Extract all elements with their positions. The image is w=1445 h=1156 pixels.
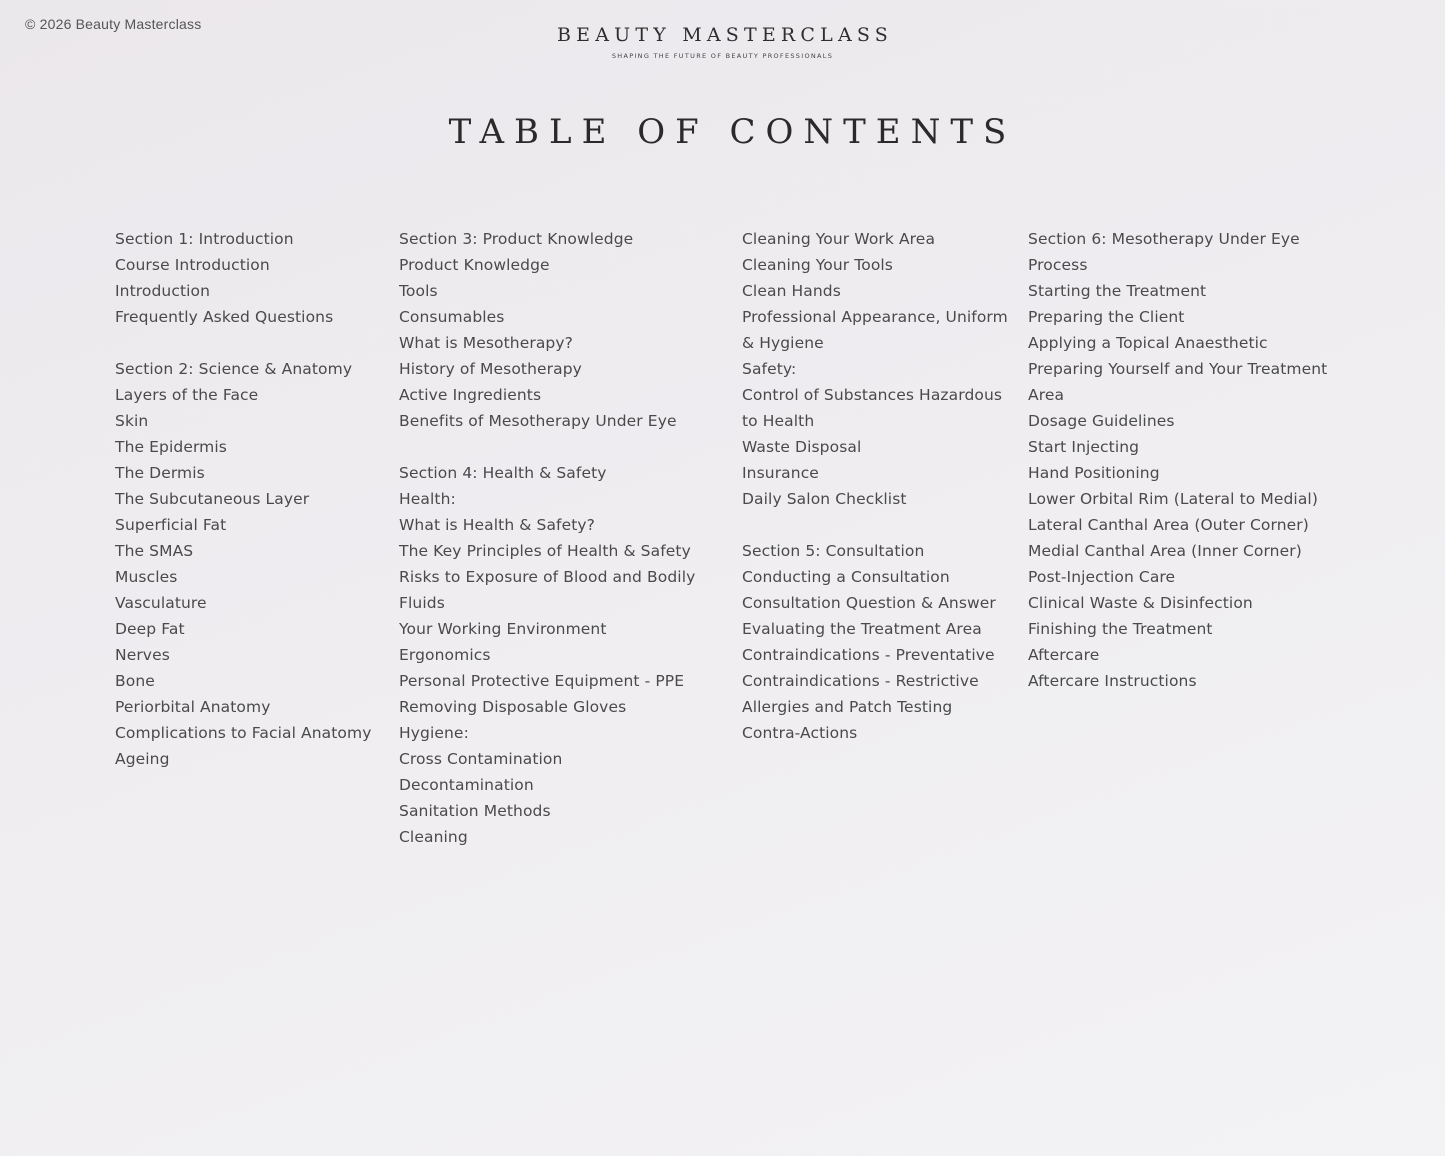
toc-entry: Allergies and Patch Testing — [742, 698, 953, 716]
toc-entry: Superficial Fat — [115, 516, 227, 534]
toc-entry: Tools — [399, 282, 438, 300]
toc-entry: Hand Positioning — [1028, 464, 1160, 482]
toc-entry: Cross Contamination — [399, 750, 563, 768]
toc-entry: Evaluating the Treatment Area — [742, 620, 982, 638]
toc-entry: Conducting a Consultation — [742, 568, 950, 586]
toc-entry: Cleaning — [399, 828, 468, 846]
toc-entry: Course Introduction — [115, 256, 270, 274]
toc-entry: Muscles — [115, 568, 178, 586]
toc-entry: Product Knowledge — [399, 256, 550, 274]
toc-entry: Waste Disposal — [742, 438, 862, 456]
toc-entry: Insurance — [742, 464, 819, 482]
toc-entry: Ageing — [115, 750, 170, 768]
toc-entry: Consumables — [399, 308, 505, 326]
toc-entry: Aftercare Instructions — [1028, 672, 1197, 690]
brand-header — [0, 24, 1445, 60]
toc-entry: Your Working Environment — [399, 620, 607, 638]
toc-entry: Dosage Guidelines — [1028, 412, 1175, 430]
toc-entry: Ergonomics — [399, 646, 491, 664]
toc-subheading: Hygiene: — [399, 724, 469, 742]
toc-entry: Removing Disposable Gloves — [399, 698, 627, 716]
toc-column-4 — [1028, 226, 1338, 694]
toc-entry: Finishing the Treatment — [1028, 620, 1213, 638]
toc-entry: Post-Injection Care — [1028, 568, 1176, 586]
toc-entry: Layers of the Face — [115, 386, 259, 404]
toc-entry: The Epidermis — [115, 438, 227, 456]
toc-entry: Periorbital Anatomy — [115, 698, 271, 716]
toc-entry: Bone — [115, 672, 155, 690]
toc-entry: Aftercare — [1028, 646, 1100, 664]
toc-entry: Preparing the Client — [1028, 308, 1185, 326]
toc-entry: Medial Canthal Area (Inner Corner) — [1028, 542, 1302, 560]
toc-entry: Risks to Exposure of Blood and Bodily Fluids — [399, 568, 696, 612]
toc-entry: Clean Hands — [742, 282, 841, 300]
toc-entry: Deep Fat — [115, 620, 185, 638]
page-title: TABLE OF CONTENTS — [448, 112, 1017, 152]
toc-entry: History of Mesotherapy — [399, 360, 582, 378]
toc-entry: Personal Protective Equipment - PPE — [399, 672, 685, 690]
toc-entry: Lower Orbital Rim (Lateral to Medial) — [1028, 490, 1318, 508]
toc-entry: Clinical Waste & Disinfection — [1028, 594, 1253, 612]
toc-subheading: Health: — [399, 490, 456, 508]
toc-entry: Consultation Question & Answer — [742, 594, 996, 612]
toc-entry: Sanitation Methods — [399, 802, 551, 820]
toc-entry: Skin — [115, 412, 149, 430]
toc-entry: The Dermis — [115, 464, 205, 482]
toc-section-heading: Section 2: Science & Anatomy — [115, 360, 353, 378]
toc-entry: Active Ingredients — [399, 386, 542, 404]
toc-entry: Applying a Topical Anaesthetic — [1028, 334, 1268, 352]
toc-entry: The SMAS — [115, 542, 194, 560]
toc-entry: Introduction — [115, 282, 211, 300]
toc-entry: Starting the Treatment — [1028, 282, 1207, 300]
toc-column-2 — [399, 226, 719, 850]
toc-entry: Contraindications - Preventative — [742, 646, 995, 664]
toc-entry: Start Injecting — [1028, 438, 1140, 456]
toc-entry: Contraindications - Restrictive — [742, 672, 979, 690]
toc-entry: Professional Appearance, Uniform & Hygiene — [742, 308, 1008, 352]
toc-entry: Nerves — [115, 646, 170, 664]
brand-name: BEAUTY MASTERCLASS — [556, 24, 894, 46]
toc-section-heading: Section 4: Health & Safety — [399, 464, 607, 482]
toc-entry: Contra-Actions — [742, 724, 858, 742]
toc-entry: Preparing Yourself and Your Treatment Area — [1028, 360, 1328, 404]
toc-section-heading: Section 5: Consultation — [742, 542, 925, 560]
toc-entry: Cleaning Your Work Area — [742, 230, 936, 248]
toc-column-3 — [742, 226, 1012, 746]
toc-entry: Vasculature — [115, 594, 207, 612]
toc-entry: Daily Salon Checklist — [742, 490, 907, 508]
toc-column-1 — [115, 226, 385, 772]
toc-entry: Lateral Canthal Area (Outer Corner) — [1028, 516, 1309, 534]
toc-section-heading: Section 1: Introduction — [115, 230, 294, 248]
toc-section-heading: Section 3: Product Knowledge — [399, 230, 634, 248]
toc-entry: What is Health & Safety? — [399, 516, 596, 534]
toc-entry: What is Mesotherapy? — [399, 334, 573, 352]
toc-entry: Complications to Facial Anatomy — [115, 724, 372, 742]
toc-entry: Benefits of Mesotherapy Under Eye — [399, 412, 677, 430]
toc-entry: Frequently Asked Questions — [115, 308, 334, 326]
toc-entry: Control of Substances Hazardous to Health — [742, 386, 1003, 430]
toc-subheading: Safety: — [742, 360, 797, 378]
toc-section-heading: Section 6: Mesotherapy Under Eye Process — [1028, 230, 1300, 274]
copyright-notice: © 2026 Beauty Masterclass — [25, 16, 202, 32]
toc-entry: Decontamination — [399, 776, 534, 794]
toc-entry: The Key Principles of Health & Safety — [399, 542, 691, 560]
brand-tagline: SHAPING THE FUTURE OF BEAUTY PROFESSIONALS — [611, 52, 834, 60]
toc-entry: The Subcutaneous Layer — [115, 490, 310, 508]
toc-entry: Cleaning Your Tools — [742, 256, 893, 274]
